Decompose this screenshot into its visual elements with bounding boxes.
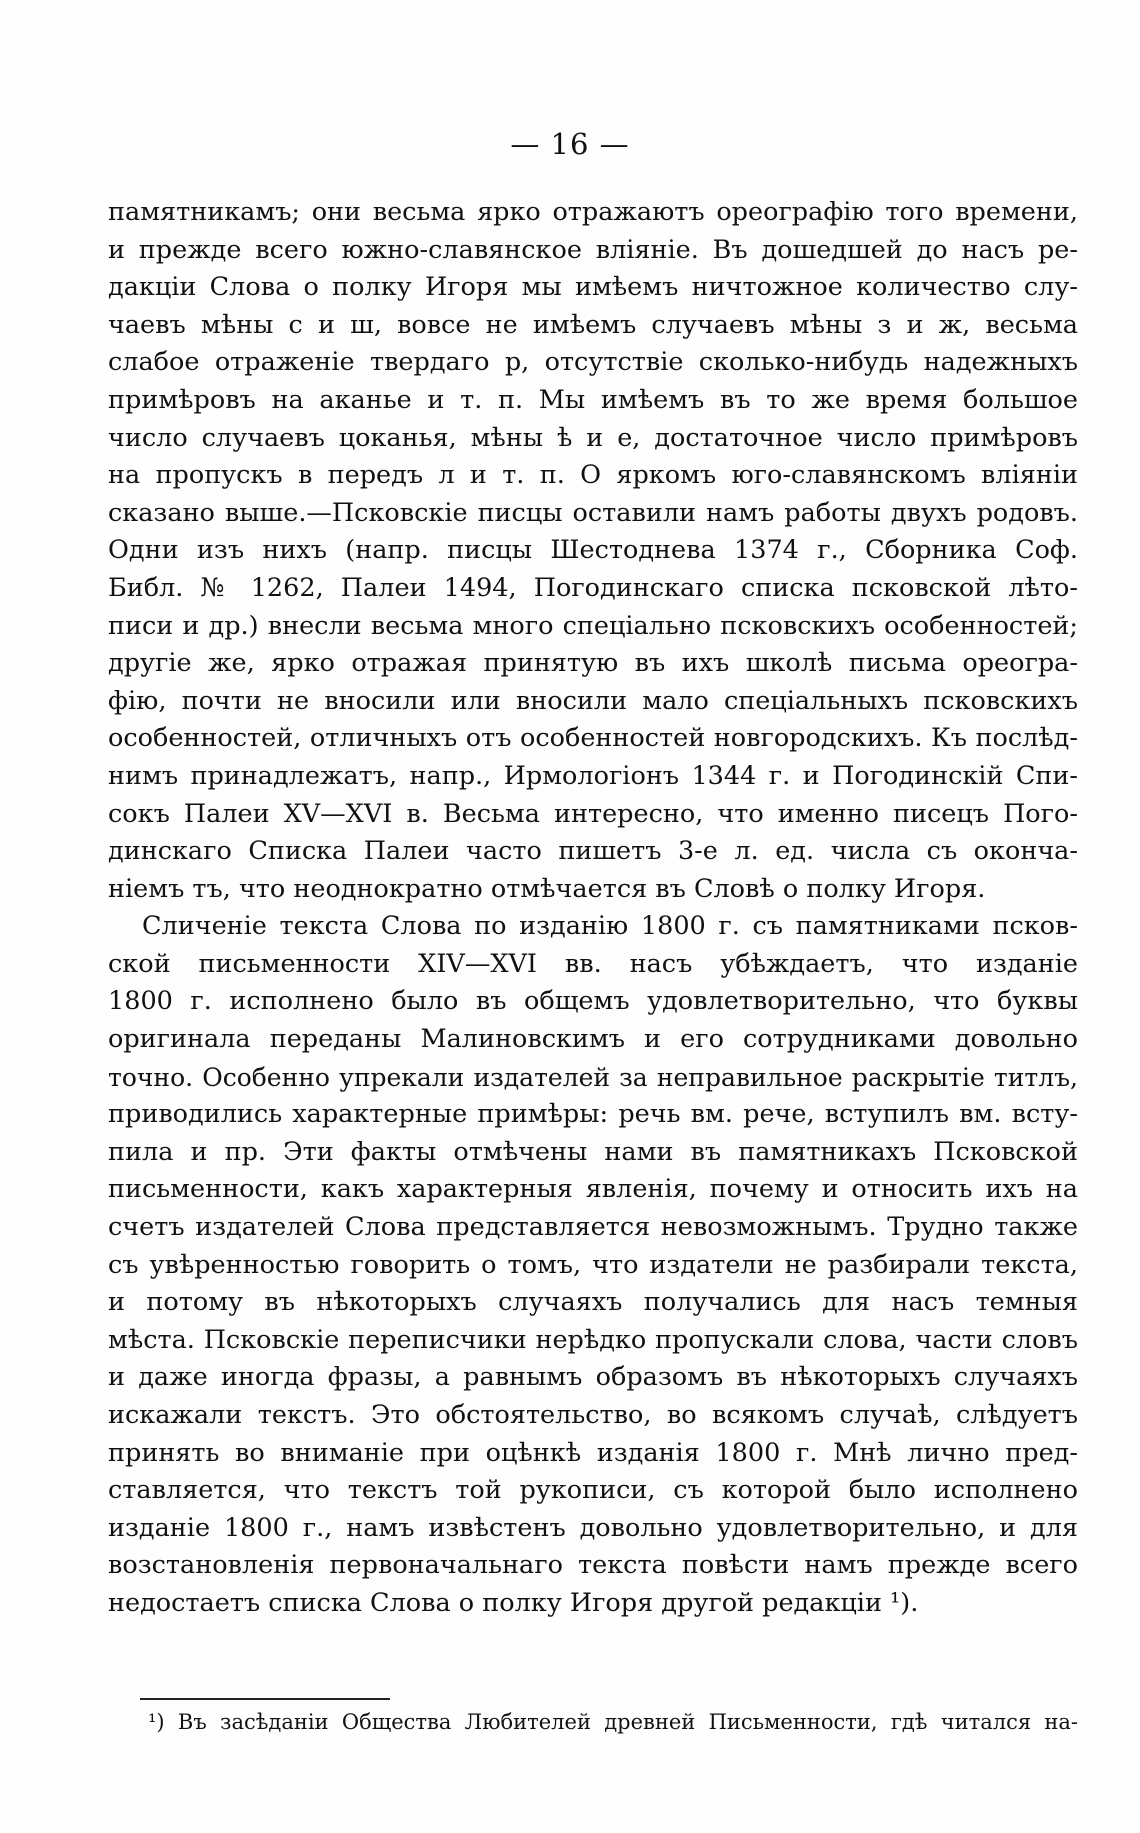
text-line: письменности, какъ характерныя явленія, почему и относить ихъ на bbox=[108, 1174, 1078, 1205]
body-text bbox=[108, 194, 1078, 1623]
text-line: изданіе 1800 г., намъ извѣстенъ довольно удовлетворительно, и для bbox=[108, 1512, 1078, 1543]
text-line: мѣста. Псковскіе переписчики нерѣдко пропускали слова, части словъ bbox=[108, 1324, 1078, 1355]
text-line: приводились характерные примѣры: речь вм. рече, вступилъ вм. всту- bbox=[108, 1099, 1078, 1130]
text-line: съ увѣренностью говорить о томъ, что издатели не разбирали текста, bbox=[108, 1249, 1078, 1280]
text-line: оригинала переданы Малиновскимъ и его сотрудниками довольно bbox=[108, 1024, 1078, 1055]
text-line: дакціи Слова о полку Игоря мы имѣемъ ничтожное количество слу- bbox=[108, 272, 1078, 303]
paragraph-1 bbox=[108, 194, 1078, 908]
text-line: сказано выше.—Псковскіе писцы оставили намъ работы двухъ родовъ. bbox=[108, 497, 1078, 528]
text-line: число случаевъ цоканья, мѣны ѣ и е, достаточное число примѣровъ bbox=[108, 422, 1078, 453]
text-line: сокъ Палеи XV—XVI в. Весьма интересно, что именно писецъ Пого- bbox=[108, 798, 1078, 829]
text-line: недостаетъ списка Слова о полку Игоря другой редакціи ¹). bbox=[108, 1587, 919, 1618]
text-line: Сличеніе текста Слова по изданію 1800 г. съ памятниками псков- bbox=[142, 911, 1078, 942]
text-line: ставляется, что текстъ той рукописи, съ которой было исполнено bbox=[108, 1475, 1078, 1506]
text-line: и прежде всего южно-славянское вліяніе. Въ дошедшей до насъ ре- bbox=[108, 234, 1078, 265]
text-line: 1800 г. исполнено было въ общемъ удовлетворительно, что буквы bbox=[108, 986, 1078, 1017]
text-line: и потому въ нѣкоторыхъ случаяхъ получались для насъ темныя bbox=[108, 1287, 1078, 1318]
text-line: фію, почти не вносили или вносили мало спеціальныхъ псковскихъ bbox=[108, 685, 1078, 716]
text-line: Библ. № 1262, Палеи 1494, Погодинскаго списка псковской лѣто- bbox=[108, 572, 1078, 603]
text-line: возстановленія первоначальнаго текста повѣсти намъ прежде всего bbox=[108, 1550, 1078, 1581]
text-line: особенностей, отличныхъ отъ особенностей новгородскихъ. Къ послѣд- bbox=[108, 723, 1078, 754]
text-line: примѣровъ на аканье и т. п. Мы имѣемъ въ то же время большое bbox=[108, 384, 1078, 415]
text-line: искажали текстъ. Это обстоятельство, во всякомъ случаѣ, слѣдуетъ bbox=[108, 1400, 1078, 1430]
text-line: Одни изъ нихъ (напр. писцы Шестоднева 1374 г., Сборника Соф. bbox=[108, 535, 1078, 566]
text-line: памятникамъ; они весьма ярко отражаютъ ореографію того времени, bbox=[108, 197, 1078, 227]
text-line: принять во вниманіе при оцѣнкѣ изданія 1800 г. Мнѣ лично пред- bbox=[108, 1437, 1078, 1468]
text-line: счетъ издателей Слова представляется невозможнымъ. Трудно также bbox=[108, 1212, 1078, 1243]
text-line: нимъ принадлежатъ, напр., Ирмологіонъ 1344 г. и Погодинскій Спи- bbox=[108, 760, 1078, 791]
text-line: ніемъ тъ, что неоднократно отмѣчается въ Словѣ о полку Игоря. bbox=[108, 873, 986, 904]
text-line: динскаго Списка Палеи часто пишетъ 3-е л. ед. числа съ оконча- bbox=[108, 836, 1078, 867]
text-line: другіе же, ярко отражая принятую въ ихъ школѣ письма ореогра- bbox=[108, 648, 1078, 679]
footnote-divider bbox=[140, 1698, 390, 1700]
text-line: на пропускъ в передъ л и т. п. О яркомъ юго-славянскомъ вліяніи bbox=[108, 460, 1078, 491]
text-line: чаевъ мѣны с и ш, вовсе не имѣемъ случаевъ мѣны з и ж, весьма bbox=[108, 309, 1078, 340]
text-line: и даже иногда фразы, а равнымъ образомъ въ нѣкоторыхъ случаяхъ bbox=[108, 1362, 1078, 1393]
footnote: ¹) Въ засѣданіи Общества Любителей древней Письменности, гдѣ читался на- bbox=[148, 1710, 1078, 1734]
text-line: писи и др.) внесли весьма много спеціально псковскихъ особенностей; bbox=[108, 610, 1078, 641]
page-number: — 16 — bbox=[510, 127, 630, 161]
text-line: пила и пр. Эти факты отмѣчены нами въ памятникахъ Псковской bbox=[108, 1136, 1078, 1167]
text-line: слабое отраженіе твердаго р, отсутствіе сколько-нибудь надежныхъ bbox=[108, 347, 1078, 378]
text-line: точно. Особенно упрекали издателей за неправильное раскрытіе титлъ, bbox=[108, 1062, 1078, 1092]
paragraph-2 bbox=[108, 908, 1078, 1622]
text-line: ской письменности XIV—XVI вв. насъ убѣждаетъ, что изданіе bbox=[108, 948, 1078, 979]
